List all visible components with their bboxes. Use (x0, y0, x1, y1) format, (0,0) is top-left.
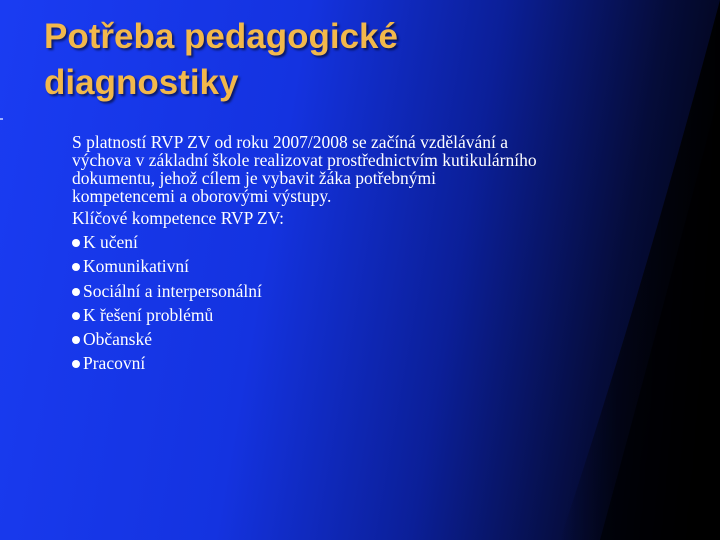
list-item (72, 303, 542, 327)
list-item (72, 351, 542, 375)
list-item (72, 279, 542, 303)
edge-mark (0, 118, 3, 120)
competences-list (72, 230, 542, 376)
bullet-icon (72, 288, 80, 296)
list-item-label: Sociální a interpersonální (83, 280, 262, 301)
bullet-icon (72, 239, 80, 247)
slide-title (44, 14, 684, 106)
competences-heading: Klíčové kompetence RVP ZV: (72, 208, 284, 228)
bullet-icon (72, 360, 80, 368)
title-line-1: Potřeba pedagogické (44, 17, 398, 56)
bullet-icon (72, 336, 80, 344)
list-item-label: Pracovní (83, 353, 146, 374)
list-item-label: K učení (83, 232, 138, 252)
title-line-2: diagnostiky (44, 63, 239, 102)
list-item-label: Občanské (83, 329, 153, 350)
list-item (72, 230, 542, 254)
list-item-label: K řešení problémů (83, 304, 214, 325)
bullet-icon (72, 263, 80, 271)
slide-body (72, 133, 542, 376)
list-item (72, 254, 542, 278)
bullet-icon (72, 312, 80, 320)
list-item-label: Komunikativní (83, 256, 189, 277)
list-item (72, 327, 542, 351)
intro-paragraph: S platností RVP ZV od roku 2007/2008 se začíná vzdělávání a výchova v základní škole realizovat prostřednictvím kutikulárního dokumentu, jehož cílem je vybavit žáka potřebnými kompetencemi a oborovými výstupy. (72, 132, 537, 206)
